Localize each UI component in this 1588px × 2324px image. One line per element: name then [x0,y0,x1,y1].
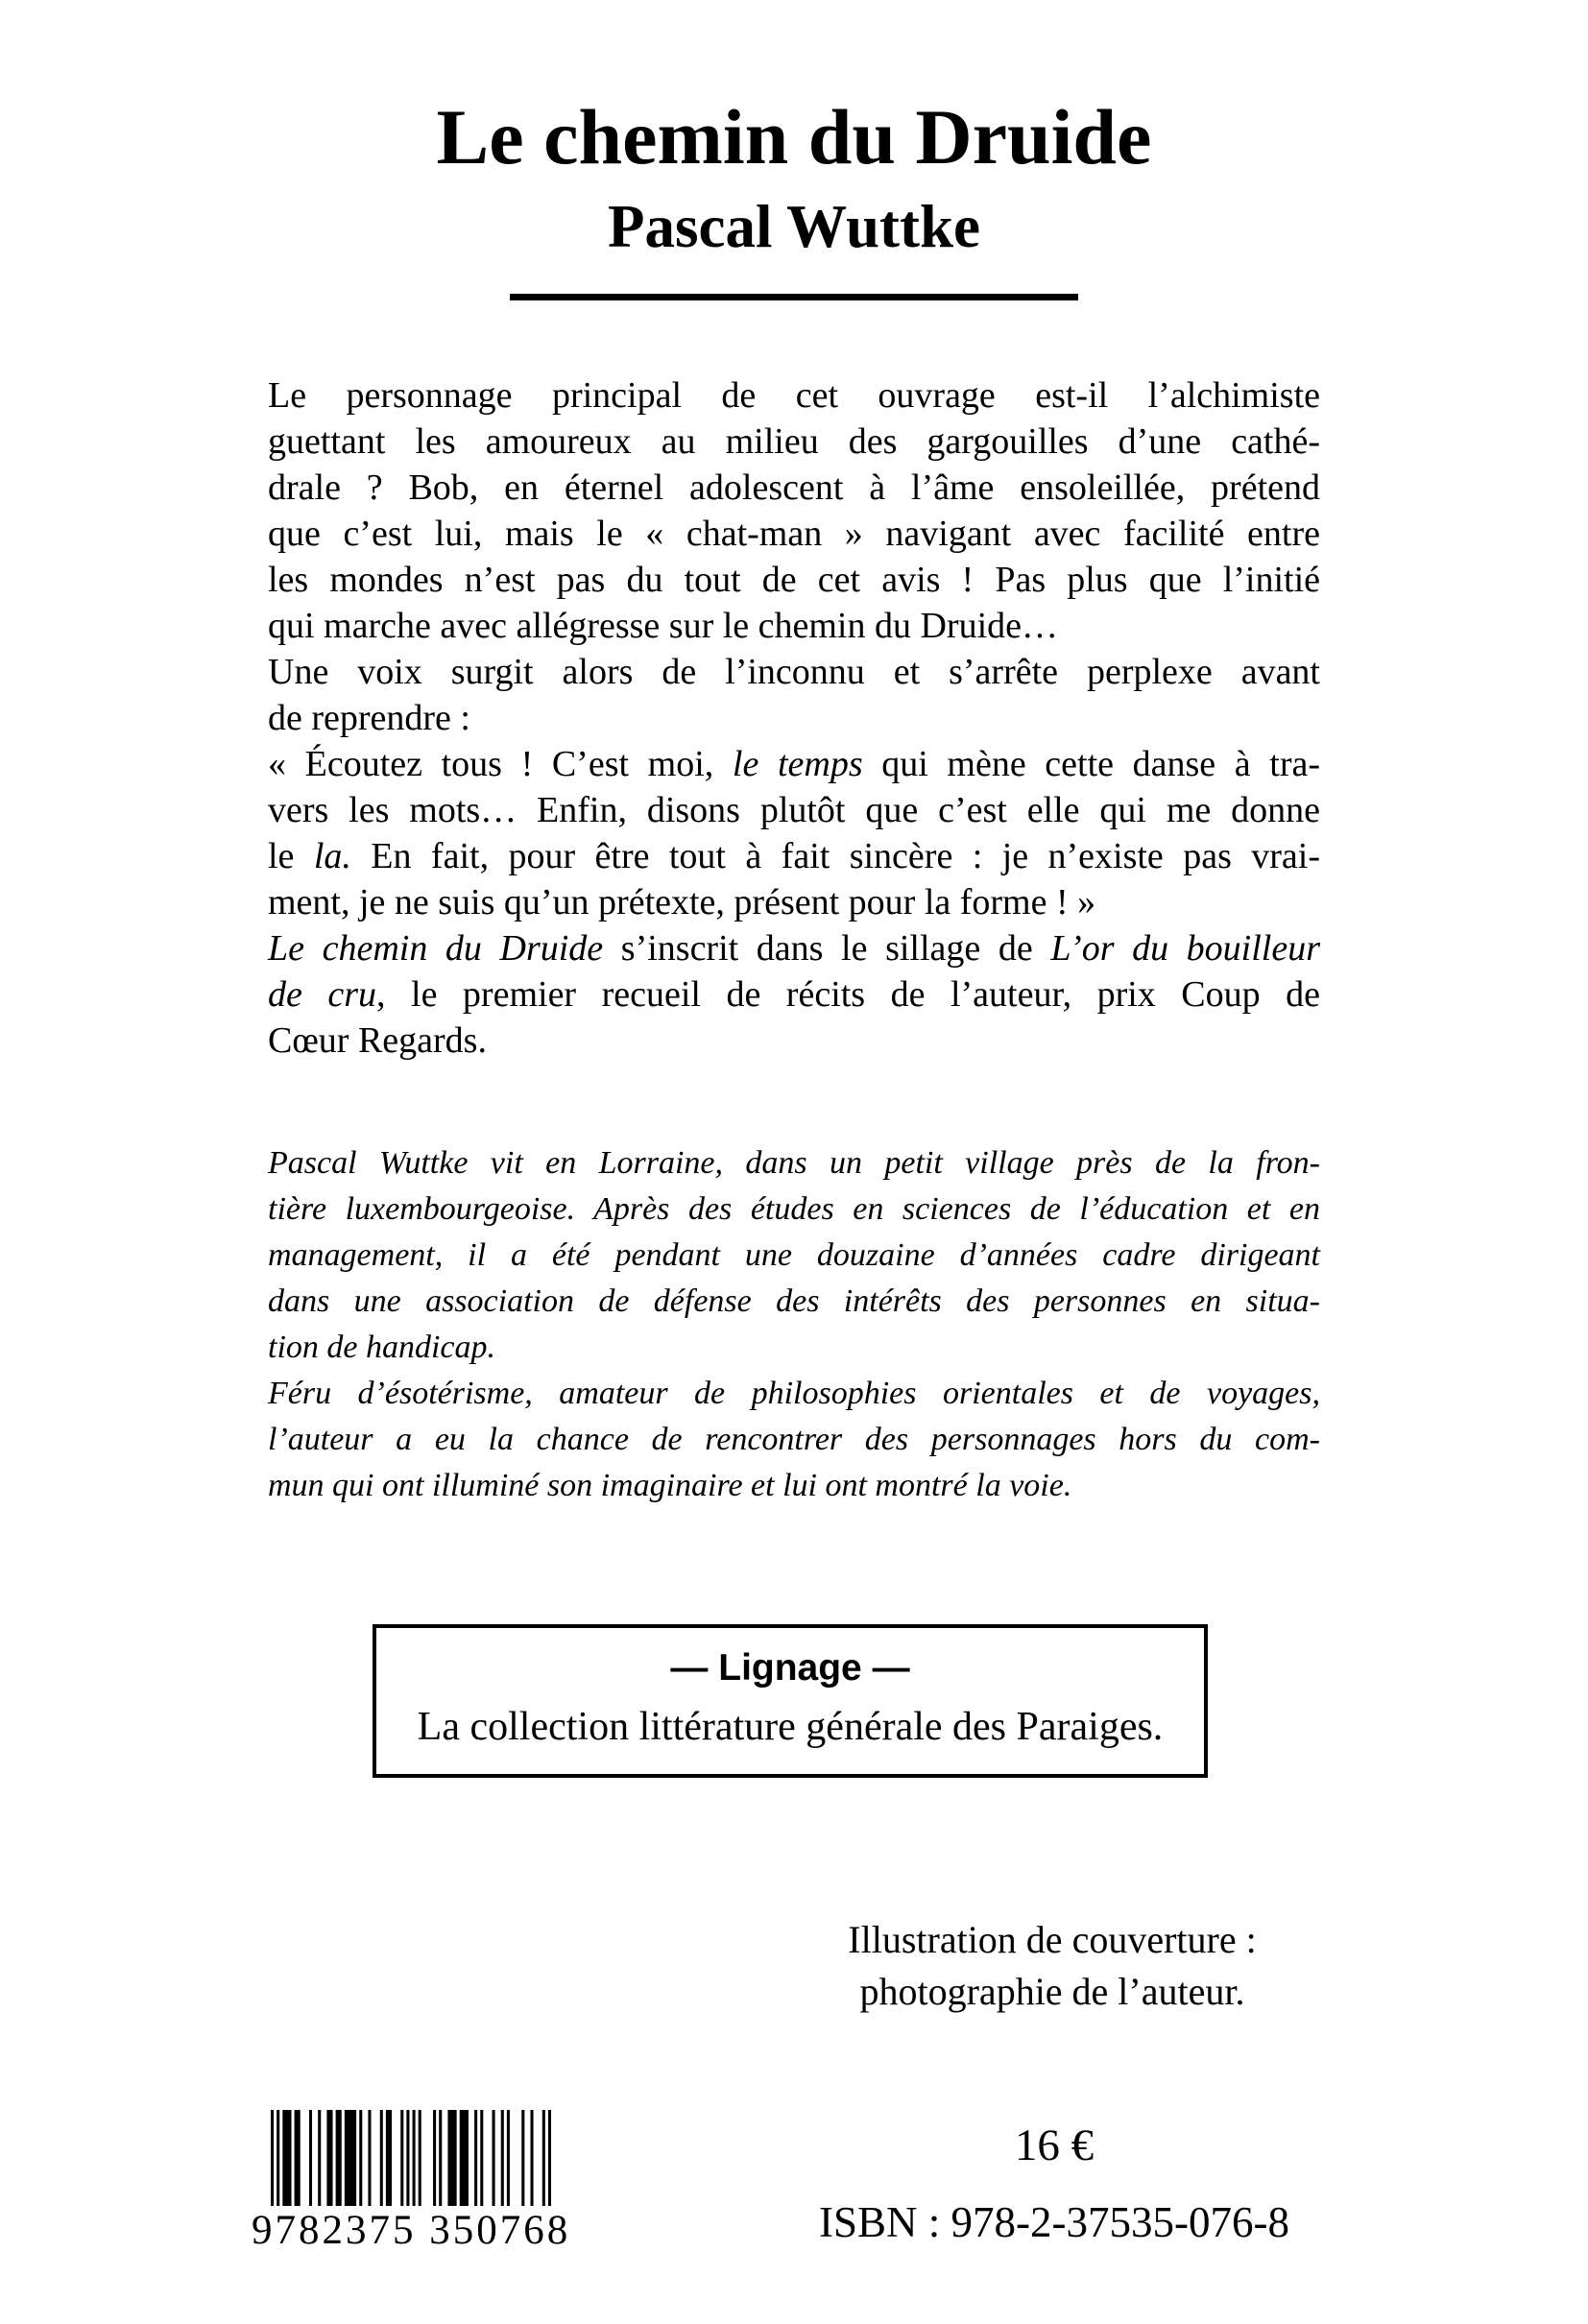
cover-credit-line2: photographie de l’auteur. [859,1970,1245,2013]
synopsis-line: drale ? Bob, en éternel adolescent à l’âme ensoleillée, prétend [268,467,1320,508]
synopsis-line: Cœur Regards. [268,1020,487,1061]
synopsis-line: de cru, le premier recueil de récits de l’auteur, prix Coup de [268,974,1320,1015]
isbn: ISBN : 978-2-37535-076-8 [819,2198,1289,2246]
ean13-barcode-image [271,2110,551,2206]
bio-line: mun qui ont illuminé son imaginaire et lui ont montré la voie. [268,1468,1072,1503]
price: 16 € [1014,2120,1095,2170]
synopsis-line: que c’est lui, mais le « chat-man » navigant avec facilité entre [268,514,1320,554]
bio-line: tière luxembourgeoise. Après des études en sciences de l’éducation et en [268,1191,1320,1227]
cover-credit [805,1914,1300,2018]
book-title: Le chemin du Druide [436,93,1152,180]
bio-line: l’auteur a eu la chance de rencontrer des personnages hors du com- [268,1422,1320,1457]
synopsis-line: le la. En fait, pour être tout à fait sincère : je n’existe pas vrai- [268,836,1320,876]
barcode [252,2110,570,2254]
bio-line: management, il a été pendant une douzaine d’années cadre dirigeant [268,1237,1320,1273]
title-rule [510,294,1078,300]
synopsis-line: les mondes n’est pas du tout de cet avis ! Pas plus que l’initié [268,560,1320,600]
synopsis-line: Le personnage principal de cet ouvrage est-il l’alchimiste [268,375,1320,416]
price-isbn-block [787,2118,1321,2250]
collection-label: — Lignage — [670,1647,910,1689]
masthead [0,94,1588,300]
barcode-digits: 9782375 350768 [252,2208,571,2253]
synopsis-line: qui marche avec allégresse sur le chemin du Druide… [268,606,1059,646]
synopsis-line: guettant les amoureux au milieu des gargouilles d’une cathé- [268,421,1320,462]
bio-line: Pascal Wuttke vit en Lorraine, dans un petit village près de la fron- [268,1145,1320,1181]
author-bio [268,1140,1320,1509]
synopsis-line: de reprendre : [268,698,470,738]
synopsis [268,372,1320,1064]
collection-box [373,1624,1208,1778]
synopsis-line: Le chemin du Druide s’inscrit dans le sillage de L’or du bouilleur [268,928,1321,969]
synopsis-line: Une voix surgit alors de l’inconnu et s’arrête perplexe avant [268,652,1320,692]
bio-line: tion de handicap. [268,1330,496,1365]
synopsis-line: ment, je ne suis qu’un prétexte, présent pour la forme ! » [268,882,1096,922]
collection-description: La collection littérature générale des Paraiges. [417,1705,1164,1749]
synopsis-line: vers les mots… Enfin, disons plutôt que c’est elle qui me donne [268,790,1320,830]
cover-credit-line1: Illustration de couverture : [848,1918,1257,1961]
bio-line: Féru d’ésotérisme, amateur de philosophies orientales et de voyages, [268,1376,1320,1411]
book-author: Pascal Wuttke [608,193,980,260]
synopsis-line: « Écoutez tous ! C’est moi, le temps qui mène cette danse à tra- [268,744,1320,784]
bio-line: dans une association de défense des intérêts des personnes en situa- [268,1283,1320,1319]
